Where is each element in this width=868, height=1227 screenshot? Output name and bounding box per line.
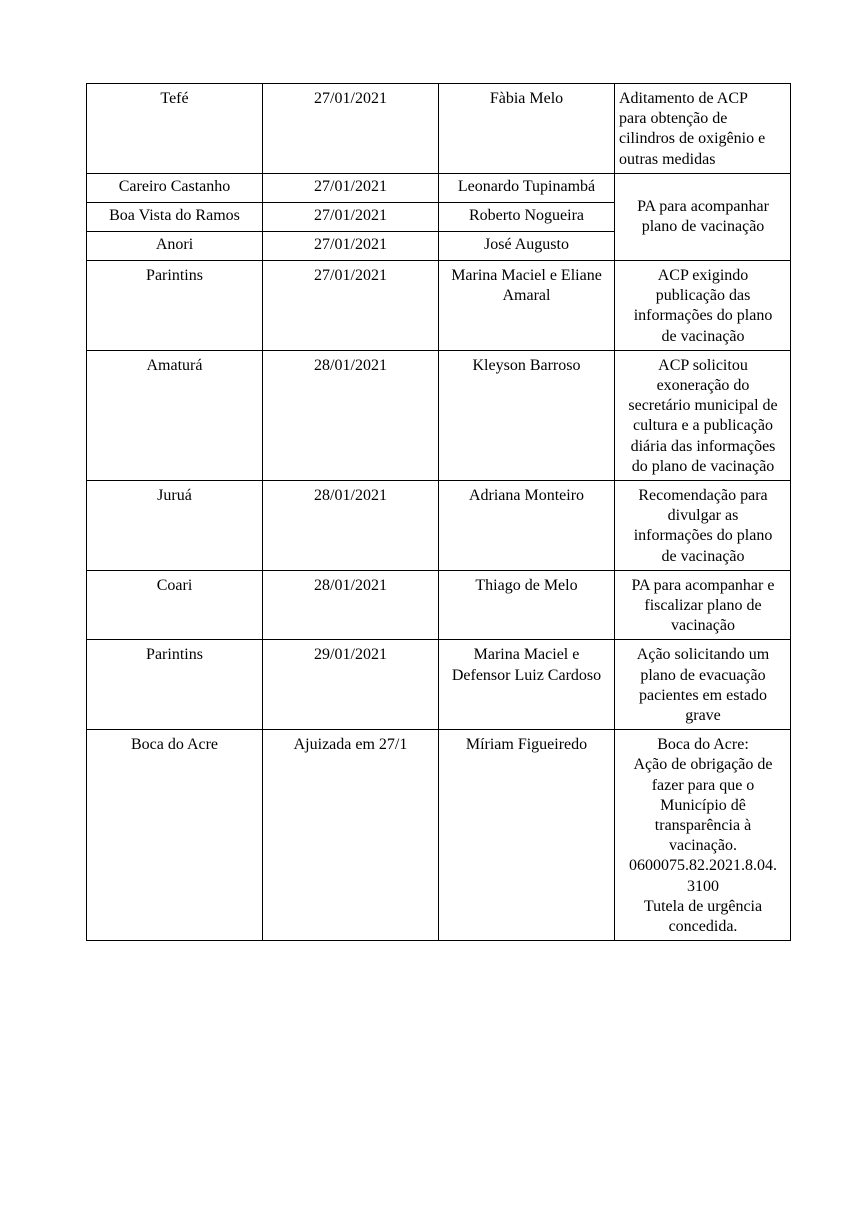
action-cell: Ação solicitando um plano de evacuação pacientes em estado grave xyxy=(615,640,791,730)
table-row xyxy=(87,730,791,941)
action-cell: Boca do Acre: Ação de obrigação de fazer para que o Município dê transparência à vacinação. 0600075.82.2021.8.04. 3100 Tutela de urgência concedida. xyxy=(615,730,791,941)
action-cell: PA para acompanhar plano de vacinação xyxy=(615,174,791,261)
city-cell: Coari xyxy=(87,570,263,640)
responsible-cell: Kleyson Barroso xyxy=(439,350,615,480)
table-row xyxy=(87,174,791,203)
table-row xyxy=(87,640,791,730)
city-cell: Boca do Acre xyxy=(87,730,263,941)
responsible-cell: Fàbia Melo xyxy=(439,84,615,174)
responsible-cell: Leonardo Tupinambá xyxy=(439,174,615,203)
date-cell: 28/01/2021 xyxy=(263,481,439,571)
date-cell: 28/01/2021 xyxy=(263,350,439,480)
date-cell: 27/01/2021 xyxy=(263,261,439,351)
city-cell: Amaturá xyxy=(87,350,263,480)
city-cell: Anori xyxy=(87,232,263,261)
date-cell: 27/01/2021 xyxy=(263,232,439,261)
date-cell: 28/01/2021 xyxy=(263,570,439,640)
action-cell: Aditamento de ACP para obtenção de cilindros de oxigênio e outras medidas xyxy=(615,84,791,174)
responsible-cell: Marina Maciel e Eliane Amaral xyxy=(439,261,615,351)
responsible-cell: Adriana Monteiro xyxy=(439,481,615,571)
responsible-cell: Thiago de Melo xyxy=(439,570,615,640)
city-cell: Juruá xyxy=(87,481,263,571)
table-row xyxy=(87,261,791,351)
city-cell: Parintins xyxy=(87,640,263,730)
actions-table xyxy=(86,83,791,941)
action-cell: ACP solicitou exoneração do secretário municipal de cultura e a publicação diária das informações do plano de vacinação xyxy=(615,350,791,480)
date-cell: 27/01/2021 xyxy=(263,84,439,174)
city-cell: Parintins xyxy=(87,261,263,351)
responsible-cell: Marina Maciel e Defensor Luiz Cardoso xyxy=(439,640,615,730)
city-cell: Tefé xyxy=(87,84,263,174)
responsible-cell: Roberto Nogueira xyxy=(439,203,615,232)
table-row xyxy=(87,84,791,174)
city-cell: Boa Vista do Ramos xyxy=(87,203,263,232)
action-cell: ACP exigindo publicação das informações do plano de vacinação xyxy=(615,261,791,351)
table-row xyxy=(87,481,791,571)
responsible-cell: Míriam Figueiredo xyxy=(439,730,615,941)
date-cell: 27/01/2021 xyxy=(263,203,439,232)
date-cell: 29/01/2021 xyxy=(263,640,439,730)
table-row xyxy=(87,350,791,480)
date-cell: 27/01/2021 xyxy=(263,174,439,203)
date-cell: Ajuizada em 27/1 xyxy=(263,730,439,941)
table-row xyxy=(87,570,791,640)
responsible-cell: José Augusto xyxy=(439,232,615,261)
action-cell: Recomendação para divulgar as informações do plano de vacinação xyxy=(615,481,791,571)
city-cell: Careiro Castanho xyxy=(87,174,263,203)
action-cell: PA para acompanhar e fiscalizar plano de vacinação xyxy=(615,570,791,640)
